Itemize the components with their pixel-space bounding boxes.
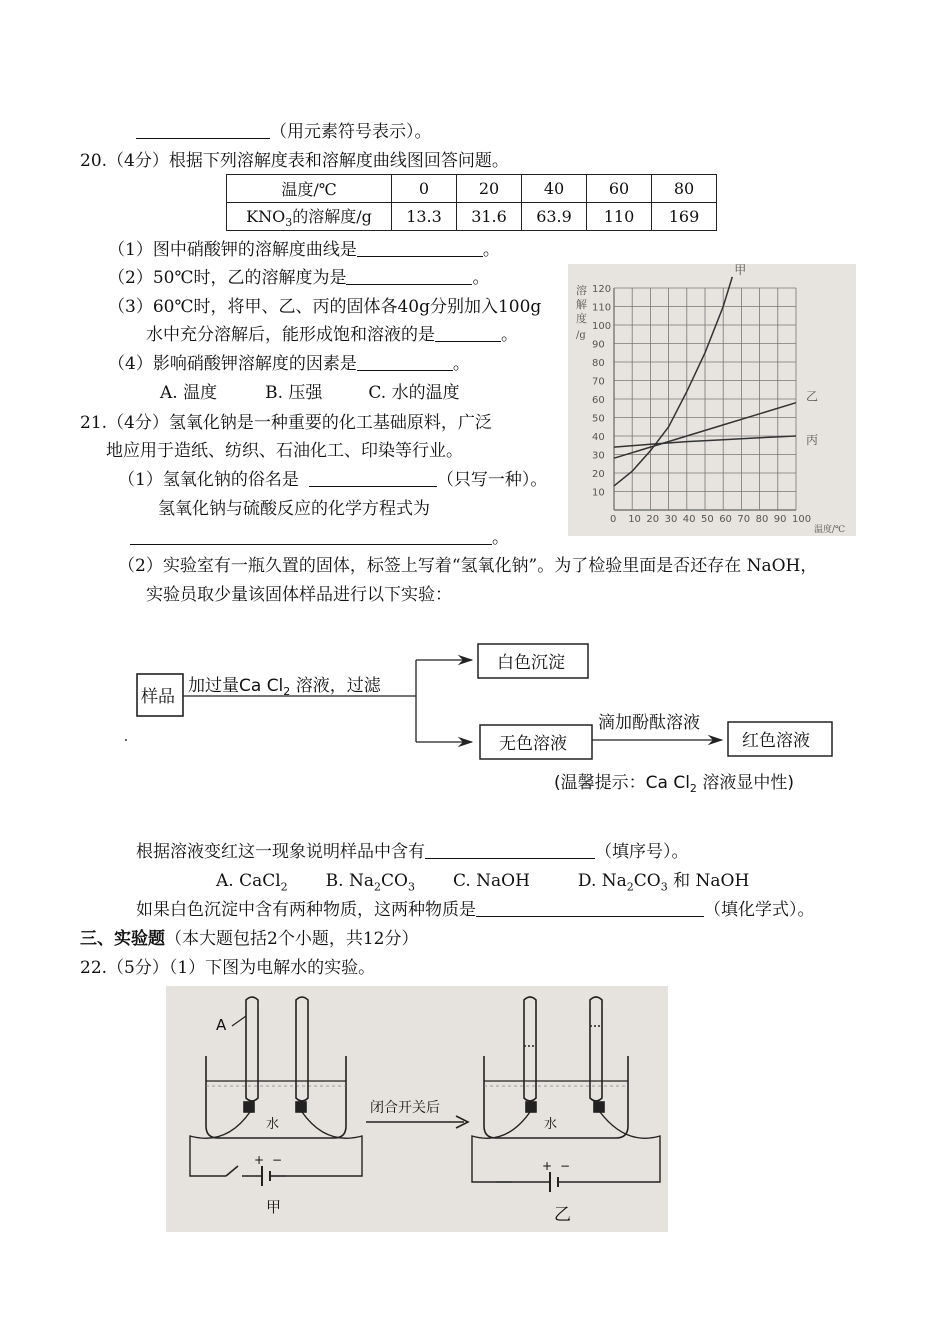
white-precipitate-label: 白色沉淀 [497,653,565,673]
option-d: D. $Na_2CO_3$ 和 NaOH [577,871,750,894]
q20-part3b: 水中充分溶解后，能形成饱和溶液的是 。 [146,325,518,345]
option-a: A. 温度 [160,383,218,403]
line-top: （用元素符号表示）。 [136,120,432,144]
y-tick-label: 80 [592,358,605,369]
q20-part3a: （3）60℃时，将甲、乙、丙的固体各40g分别加入100g [108,297,542,317]
q21-part4: 如果白色沉淀中含有两种物质，这两种物质是 （填化学式）。 [136,900,815,920]
solubility-table: 温度/℃ 0 20 40 60 80 $KNO_3$的溶解度/g 13.3 31.6 63.9 110 169 [226,174,717,231]
reagent-label: 加过量Ca $Cl_2$ 溶液，过滤 [188,676,381,698]
q21-part1: （1）氢氧化钠的俗名是 （只写一种）。 [118,470,548,490]
solubility-curve-chart [568,264,856,536]
q20-part2: （2）50℃时，乙的溶解度为是 。 [108,268,490,288]
q20-options [160,381,460,405]
q22-stem: 22.（5分）（1）下图为电解水的实验。 [80,958,376,978]
minus-right: − [560,1159,571,1173]
x-tick-label: 70 [737,514,751,525]
answer-blank-q20-1[interactable] [357,238,483,257]
q21-stem-a: 21.（4分）氢氧化钠是一种重要的化工基础原料，广泛 [80,413,492,433]
option-c: C. NaOH [452,871,530,891]
q21-part1b: 氢氧化钠与硫酸反应的化学方程式为 [158,499,430,519]
arrow-caption: 闭合开关后 [370,1100,440,1116]
q21-options [216,869,749,899]
x-tick-label: 90 [773,514,787,525]
y-axis-label-3: 度 [576,312,587,325]
caption-jia: 甲 [266,1198,282,1216]
option-c: C. 水的温度 [368,383,460,403]
label-a: A [216,1016,227,1034]
y-tick-label: 90 [592,339,605,351]
water-label-left: 水 [266,1117,280,1132]
x-tick-label: 30 [664,514,678,525]
answer-blank-q21-4[interactable] [476,898,704,917]
x-axis-label: 温度/℃ [814,525,846,535]
y-tick-label: 50 [592,413,605,425]
answer-blank-q21-equation[interactable] [130,526,492,545]
y-tick-label: 100 [592,321,612,332]
answer-blank-q20-3[interactable] [435,323,501,342]
option-b: B. 压强 [265,383,323,403]
electrolysis-diagram [166,986,668,1232]
option-b: B. $Na_2CO_3$ [325,871,415,894]
q21-part2a: （2）实验室有一瓶久置的固体，标签上写着“氢氧化钠”。为了检验里面是否还存在 NaOH， [118,556,818,576]
answer-blank-q21-1[interactable] [309,468,437,487]
answer-blank-q20-2[interactable] [346,266,472,285]
y-tick-label: 40 [592,432,605,443]
q21-part3: 根据溶液变红这一现象说明样品中含有 （填序号）。 [136,842,689,862]
y-axis-label-4: /g [576,330,586,341]
y-axis-label-2: 解 [576,298,587,311]
x-tick-label: 40 [682,514,696,525]
y-tick-label: 30 [592,450,605,462]
series-label-3: 丙 [806,433,819,447]
q21-stem-b: 地应用于造纸、纺织、石油化工、印染等行业。 [106,441,463,461]
plus-right: + [542,1159,553,1173]
y-tick-label: 10 [592,487,605,499]
caption-yi: 乙 [554,1205,571,1225]
series-label-1: 甲 [734,264,747,277]
hint-label: (温馨提示：Ca $Cl_2$ 溶液显中性) [554,773,794,795]
series-label-2: 乙 [806,389,819,404]
answer-blank-elements[interactable] [136,120,270,139]
water-label-right: 水 [544,1117,558,1132]
x-tick-label: 80 [755,514,769,525]
experiment-flow-diagram [120,636,850,806]
y-tick-label: 70 [592,376,605,388]
q20-stem: 20.（4分）根据下列溶解度表和溶解度曲线图回答问题。 [80,151,509,171]
x-tick-label: 100 [792,514,812,525]
x-tick-label: 0 [610,514,617,525]
q20-part1: （1）图中硝酸钾的溶解度曲线是 。 [108,240,500,260]
q20-part4: （4）影响硝酸钾溶解度的因素是 。 [108,354,470,374]
red-solution-label: 红色溶液 [742,731,810,751]
q21-part2b: 实验员取少量该固体样品进行以下实验： [146,585,452,605]
y-tick-label: 60 [592,395,605,406]
minus-left: − [272,1153,283,1167]
phenolphthalein-label: 滴加酚酞溶液 [598,713,700,733]
colorless-solution-label: 无色溶液 [499,734,567,754]
section-3-heading: 三、实验题（本大题包括2个小题，共12分） [80,929,419,949]
x-tick-label: 10 [628,514,641,525]
answer-blank-q21-3[interactable] [425,840,595,859]
table-header-temp: 温度/℃ [227,175,392,203]
y-tick-label: 20 [592,469,605,480]
y-axis-label-1: 溶 [576,284,587,297]
plus-left: + [254,1153,265,1167]
y-tick-label: 120 [592,284,612,295]
q21-equation-line: 。 [130,526,509,550]
sample-label: 样品 [141,687,175,707]
y-tick-label: 110 [592,302,612,314]
x-tick-label: 20 [646,514,660,525]
x-tick-label: 50 [701,514,714,525]
x-tick-label: 60 [719,514,732,525]
table-header-solubility: $KNO_3$的溶解度/g [227,203,392,231]
option-a: A. CaCl$_2$ [216,871,288,894]
answer-blank-q20-4[interactable] [357,352,453,371]
